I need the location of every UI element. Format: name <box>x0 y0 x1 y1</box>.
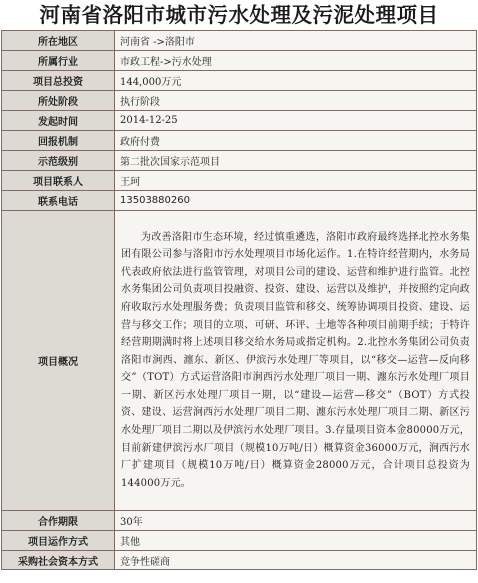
contact-person-label: 项目联系人 <box>2 171 115 191</box>
cooperation-period-value: 30年 <box>115 511 477 531</box>
phone-value[interactable]: 13503880260 <box>115 191 477 211</box>
return-mechanism-label: 回报机制 <box>2 131 115 151</box>
operation-mode-value: 其他 <box>115 531 477 551</box>
overview-label: 项目概况 <box>2 211 115 511</box>
total-investment-label: 项目总投资 <box>2 71 115 91</box>
phone-label: 联系电话 <box>2 191 115 211</box>
stage-value: 执行阶段 <box>115 91 477 111</box>
procurement-method-value: 竞争性磋商 <box>115 551 477 570</box>
cooperation-period-label: 合作期限 <box>2 511 115 531</box>
table-row <box>2 511 477 531</box>
launch-date-value: 2014-12-25 <box>115 111 477 131</box>
return-mechanism-value: 政府付费 <box>115 131 477 151</box>
table-row <box>2 111 477 131</box>
total-investment-value: 144,000万元 <box>115 71 477 91</box>
table-row <box>2 131 477 151</box>
demo-level-value: 第二批次国家示范项目 <box>115 151 477 171</box>
table-row <box>2 531 477 551</box>
table-row <box>2 211 477 511</box>
project-info-table <box>1 30 477 570</box>
table-row <box>2 551 477 570</box>
industry-value: 市政工程->污水处理 <box>115 51 477 71</box>
operation-mode-label: 项目运作方式 <box>2 531 115 551</box>
page-title: 河南省洛阳市城市污水处理及污泥处理项目 <box>39 3 439 27</box>
contact-person-value: 王珂 <box>115 171 477 191</box>
region-value: 河南省 ->洛阳市 <box>115 31 477 51</box>
stage-label: 所处阶段 <box>2 91 115 111</box>
launch-date-label: 发起时间 <box>2 111 115 131</box>
table-row <box>2 151 477 171</box>
table-row <box>2 171 477 191</box>
demo-level-label: 示范级别 <box>2 151 115 171</box>
overview-text: 为改善洛阳市生态环境，经过慎重遴选，洛阳市政府最终选择北控水务集团有限公司参与洛阳市污水处理项目市场化运作。1.在特许经营期内，水务局代表政府依法进行监管管理，对项目公司的建设、运营和维护进行监管。北控水务集团公司负责项目投融资、投资、建设、运营以及维护，并按照约定向政府收取污水处理服务费；负责项目监管和移交、统筹协调项目投资、建设、运营与移交工作；项目的立项、可研、环评、土地等各种项目前期手续；于特许经营期期满时将上述项目移交给水务局或指定机构。2.北控水务集团公司负责洛阳市涧西、瀍东、新区、伊滨污水处理厂等项目，以“移交—运营—反向移交”（TOT）方式运营洛阳市涧西污水处理厂项目一期、瀍东污水处理厂项目一期、新区污水处理厂项目一期，以“建设—运营—移交”（BOT）方式投资、建设、运营涧西污水处理厂项目二期、瀍东污水处理厂项目二期、新区污水处理厂项目二期以及伊滨污水处理厂项目。3.存量项目资本金80000万元，目前新建伊滨污水厂项目（规模10万吨/日）概算资金36000万元，涧西污水厂扩建项目（规模10万吨/日）概算资金28000万元，合计项目总投资为144000万元。 <box>115 211 477 511</box>
table-row <box>2 91 477 111</box>
table-row <box>2 71 477 91</box>
table-row <box>2 191 477 211</box>
procurement-method-label: 采购社会资本方式 <box>2 551 115 570</box>
region-label: 所在地区 <box>2 31 115 51</box>
table-row <box>2 51 477 71</box>
table-row <box>2 31 477 51</box>
industry-label: 所属行业 <box>2 51 115 71</box>
